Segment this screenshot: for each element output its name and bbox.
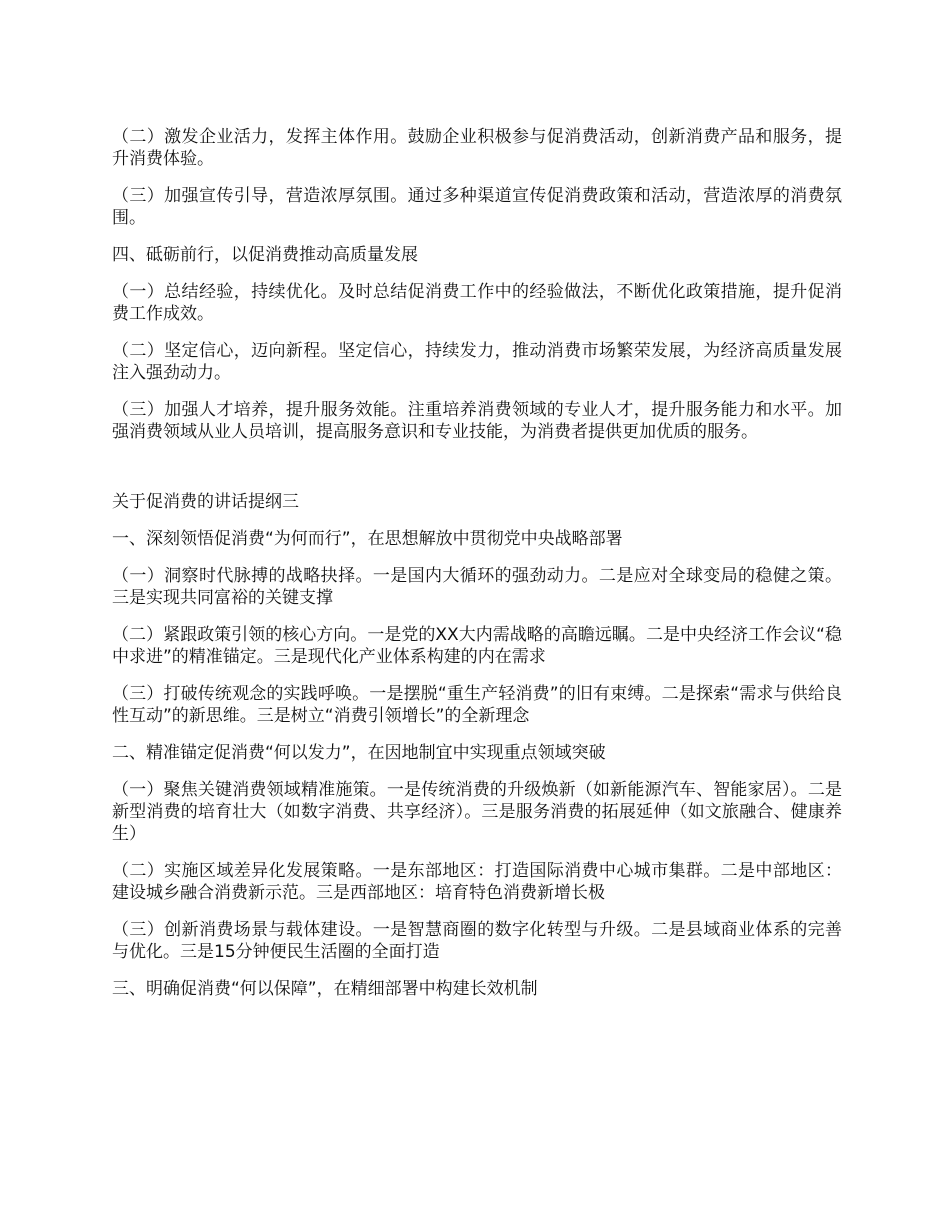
section-heading-one: 一、深刻领悟促消费“为何而行”，在思想解放中贯彻党中央战略部署 xyxy=(112,529,623,549)
section-spacer xyxy=(112,458,842,491)
document-subtitle: 关于促消费的讲话提纲三 xyxy=(112,492,299,512)
paragraph-consumption-scenes: （三）创新消费场景与载体建设。一是智慧商圈的数字化转型与升级。二是县域商业体系的完善与优化。三是15分钟便民生活圈的全面打造 xyxy=(112,920,842,962)
paragraph-talent-training: （三）加强人才培养，提升服务效能。注重培养消费领域的专业人才，提升服务能力和水平。加强消费领域从业人员培训，提高服务意识和专业技能，为消费者提供更加优质的服务。 xyxy=(112,400,842,442)
paragraph-stimulate-enterprises: （二）激发企业活力，发挥主体作用。鼓励企业积极参与促消费活动，创新消费产品和服务，提升消费体验。 xyxy=(112,127,842,169)
paragraph-publicity-guidance: （三）加强宣传引导，营造浓厚氛围。通过多种渠道宣传促消费政策和活动，营造浓厚的消费氛围。 xyxy=(112,186,842,228)
document-page xyxy=(112,126,842,1015)
paragraph-key-consumption: （一）聚焦关键消费领域精准施策。一是传统消费的升级焕新（如新能源汽车、智能家居）。二是新型消费的培育壮大（如数字消费、共享经济）。三是服务消费的拓展延伸（如文旅融合、健康养生） xyxy=(112,780,842,844)
paragraph-strategic-choice: （一）洞察时代脉搏的战略抉择。一是国内大循环的强劲动力。二是应对全球变局的稳健之策。三是实现共同富裕的关键支撑 xyxy=(112,566,842,608)
paragraph-summarize-experience: （一）总结经验，持续优化。及时总结促消费工作中的经验做法，不断优化政策措施，提升促消费工作成效。 xyxy=(112,282,842,324)
paragraph-firm-confidence: （二）坚定信心，迈向新程。坚定信心，持续发力，推动消费市场繁荣发展，为经济高质量发展注入强劲动力。 xyxy=(112,341,842,383)
section-heading-two: 二、精准锚定促消费“何以发力”，在因地制宜中实现重点领域突破 xyxy=(112,743,606,763)
section-heading-three: 三、明确促消费“何以保障”，在精细部署中构建长效机制 xyxy=(112,979,538,999)
paragraph-regional-strategy: （二）实施区域差异化发展策略。一是东部地区：打造国际消费中心城市集群。二是中部地区：建设城乡融合消费新示范。三是西部地区：培育特色消费新增长极 xyxy=(112,861,842,903)
paragraph-policy-direction: （二）紧跟政策引领的核心方向。一是党的XX大内需战略的高瞻远瞩。二是中央经济工作会议“稳中求进”的精准锚定。三是现代化产业体系构建的内在需求 xyxy=(112,625,842,667)
paragraph-break-tradition: （三）打破传统观念的实践呼唤。一是摆脱“重生产轻消费”的旧有束缚。二是探索“需求与供给良性互动”的新思维。三是树立“消费引领增长”的全新理念 xyxy=(112,684,842,726)
section-heading-four: 四、砥砺前行，以促消费推动高质量发展 xyxy=(112,245,418,265)
